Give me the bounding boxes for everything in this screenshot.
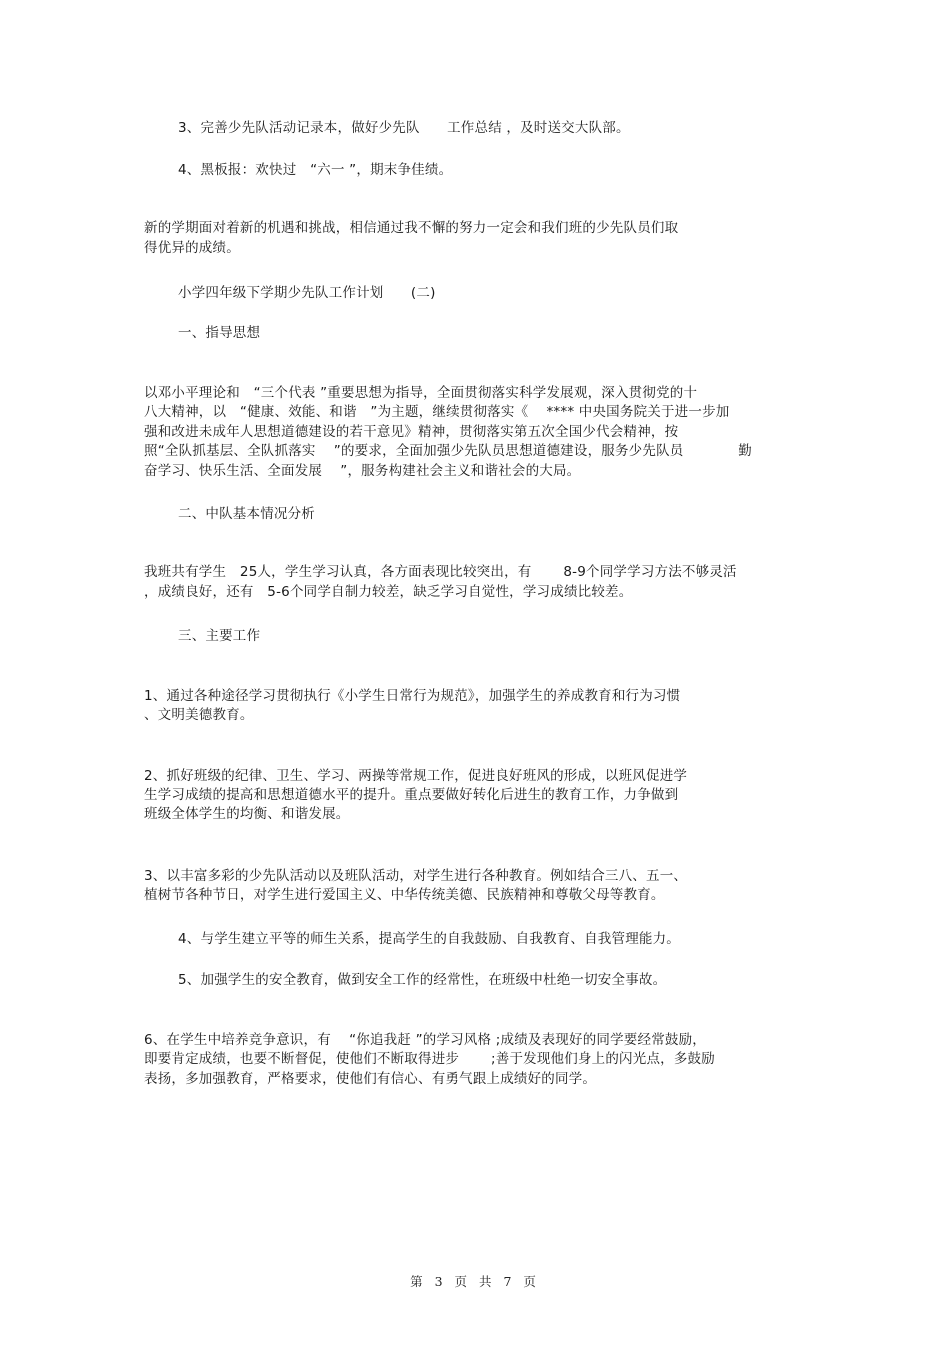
text-line: 植树节各种节日，对学生进行爱国主义、中华传统美德、民族精神和尊敬父母等教育。 [144,887,665,903]
text-line: 6、在学生中培养竞争意识，有 “你追我赶 ”的学习风格 ;成绩及表现好的同学要经常鼓励， [144,1032,706,1048]
text-line: 新的学期面对着新的机遇和挑战，相信通过我不懈的努力一定会和我们班的少先队员们取 [144,220,679,236]
text-line: 强和改进未成年人思想道德建设的若干意见》精神，贯彻落实第五次全国少代会精神，按 [144,424,679,440]
section-heading: 三、主要工作 [178,628,261,644]
text-line: 2、抓好班级的纪律、卫生、学习、两操等常规工作，促进良好班风的形成，以班风促进学 [144,768,688,784]
text-line: 生学习成绩的提高和思想道德水平的提升。重点要做好转化后进生的教育工作，力争做到 [144,787,679,803]
text-line: ，成绩良好，还有 5-6个同学自制力较差，缺乏学习自觉性，学习成绩比较差。 [144,584,633,600]
section-heading: 二、中队基本情况分析 [178,506,315,522]
text-line: 4、与学生建立平等的师生关系，提高学生的自我鼓励、自我教育、自我管理能力。 [178,931,680,947]
text-line: 表扬，多加强教育，严格要求，使他们有信心、有勇气跟上成绩好的同学。 [144,1071,597,1087]
text-line: 即要肯定成绩，也要不断督促，使他们不断取得进步 ;善于发现他们身上的闪光点，多鼓励 [144,1051,715,1067]
page-number-footer: 第 3 页 共 7 页 [410,1274,540,1289]
text-line: 我班共有学生 25人，学生学习认真，各方面表现比较突出，有 8-9个同学学习方法不够灵活 [144,564,737,580]
section-title: 小学四年级下学期少先队工作计划 (二) [178,285,436,301]
text-line: 3、以丰富多彩的少先队活动以及班队活动，对学生进行各种教育。例如结合三八、五一、 [144,868,688,884]
text-line: 班级全体学生的均衡、和谐发展。 [144,806,350,822]
text-line: 3、完善少先队活动记录本，做好少先队 工作总结 ，及时送交大队部。 [178,120,630,136]
text-line: 4、黑板报：欢快过 “六一 ”，期末争佳绩。 [178,162,453,178]
text-line: 以邓小平理论和 “三个代表 ”重要思想为指导，全面贯彻落实科学发展观，深入贯彻党的十 [144,385,698,401]
section-heading: 一、指导思想 [178,325,261,341]
text-line: 5、加强学生的安全教育，做到安全工作的经常性，在班级中杜绝一切安全事故。 [178,972,667,988]
text-line: 八大精神，以 “健康、效能、和谐 ”为主题，继续贯彻落实《 **** 中央国务院关于进一步加 [144,404,730,420]
text-line: 、文明美德教育。 [144,707,254,723]
text-line: 照“全队抓基层、全队抓落实 ”的要求，全面加强少先队员思想道德建设，服务少先队员 勤 [144,443,752,459]
text-line: 奋学习、快乐生活、全面发展 ”，服务构建社会主义和谐社会的大局。 [144,463,581,479]
text-line: 得优异的成绩。 [144,240,240,256]
text-line: 1、通过各种途径学习贯彻执行《小学生日常行为规范》，加强学生的养成教育和行为习惯 [144,688,681,704]
